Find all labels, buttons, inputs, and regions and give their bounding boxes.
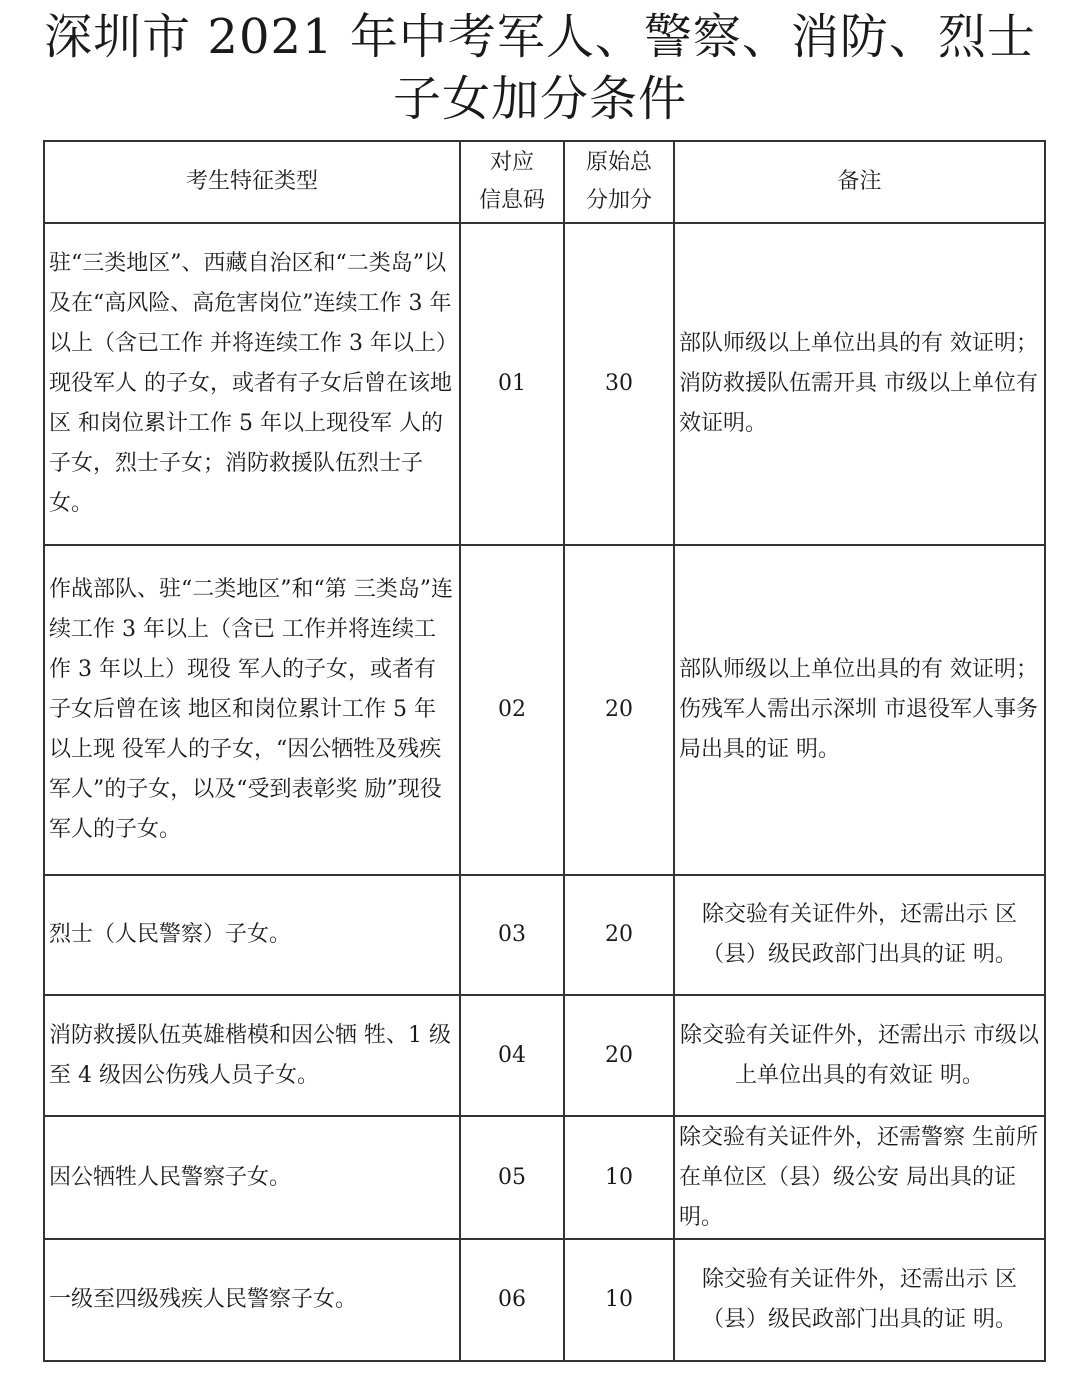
- table-row: [44, 1116, 1045, 1239]
- row-score: 30: [564, 223, 674, 545]
- row-code: 06: [460, 1239, 564, 1361]
- title-line-2: 子女加分条件: [392, 71, 687, 127]
- table-row: [44, 875, 1045, 995]
- row-code: 01: [460, 223, 564, 545]
- row-score: 10: [564, 1239, 674, 1361]
- header-code: [460, 141, 564, 223]
- table-row: [44, 1239, 1045, 1361]
- header-score-line1: 原始总: [585, 150, 652, 175]
- header-score: [564, 141, 674, 223]
- row-score: 10: [564, 1116, 674, 1239]
- row-score: 20: [564, 545, 674, 875]
- row-note: 部队师级以上单位出具的有 效证明；伤残军人需出示深圳 市退役军人事务局出具的证 明。: [674, 545, 1045, 875]
- row-type: 消防救援队伍英雄楷模和因公牺 牲、1 级至 4 级因公伤残人员子女。: [44, 995, 460, 1116]
- table-row: [44, 545, 1045, 875]
- row-note: 除交验有关证件外，还需警察 生前所在单位区（县）级公安 局出具的证明。: [674, 1116, 1045, 1239]
- header-code-line2: 信息码: [478, 188, 545, 213]
- row-type: 因公牺牲人民警察子女。: [44, 1116, 460, 1239]
- row-type: 驻“三类地区”、西藏自治区和“二类岛”以及在“高风险、高危害岗位”连续工作 3 年以上（含已工作 并将连续工作 3 年以上）现役军人 的子女，或者有子女后曾在该地区 和岗位累计工作 5 年以上现役军 人的子女，烈士子女；消防救援队伍烈士子女。: [44, 223, 460, 545]
- header-type: 考生特征类型: [44, 141, 460, 223]
- row-score: 20: [564, 875, 674, 995]
- table-row: [44, 995, 1045, 1116]
- row-note: 部队师级以上单位出具的有 效证明；消防救援队伍需开具 市级以上单位有效证明。: [674, 223, 1045, 545]
- row-type: 烈士（人民警察）子女。: [44, 875, 460, 995]
- header-score-line2: 分加分: [585, 188, 652, 213]
- page-title: [0, 6, 1080, 130]
- row-type: 作战部队、驻“二类地区”和“第 三类岛”连续工作 3 年以上（含已 工作并将连续工作 3 年以上）现役 军人的子女，或者有子女后曾在该 地区和岗位累计工作 5 年以上现 役军人的子女，“因公牺牲及残疾 军人”的子女，以及“受到表彰奖 励”现役军人的子女。: [44, 545, 460, 875]
- header-note: 备注: [674, 141, 1045, 223]
- row-code: 04: [460, 995, 564, 1116]
- row-code: 02: [460, 545, 564, 875]
- row-type: 一级至四级残疾人民警察子女。: [44, 1239, 460, 1361]
- table-row: [44, 223, 1045, 545]
- row-note: 除交验有关证件外，还需出示 区（县）级民政部门出具的证 明。: [674, 875, 1045, 995]
- row-code: 03: [460, 875, 564, 995]
- row-note: 除交验有关证件外，还需出示 市级以上单位出具的有效证 明。: [674, 995, 1045, 1116]
- bonus-conditions-table: [43, 140, 1046, 1362]
- title-line-1: 深圳市 2021 年中考军人、警察、消防、烈士: [44, 9, 1036, 65]
- row-score: 20: [564, 995, 674, 1116]
- header-code-line1: 对应: [489, 150, 534, 175]
- row-note: 除交验有关证件外，还需出示 区（县）级民政部门出具的证 明。: [674, 1239, 1045, 1361]
- table-header-row: [44, 141, 1045, 223]
- row-code: 05: [460, 1116, 564, 1239]
